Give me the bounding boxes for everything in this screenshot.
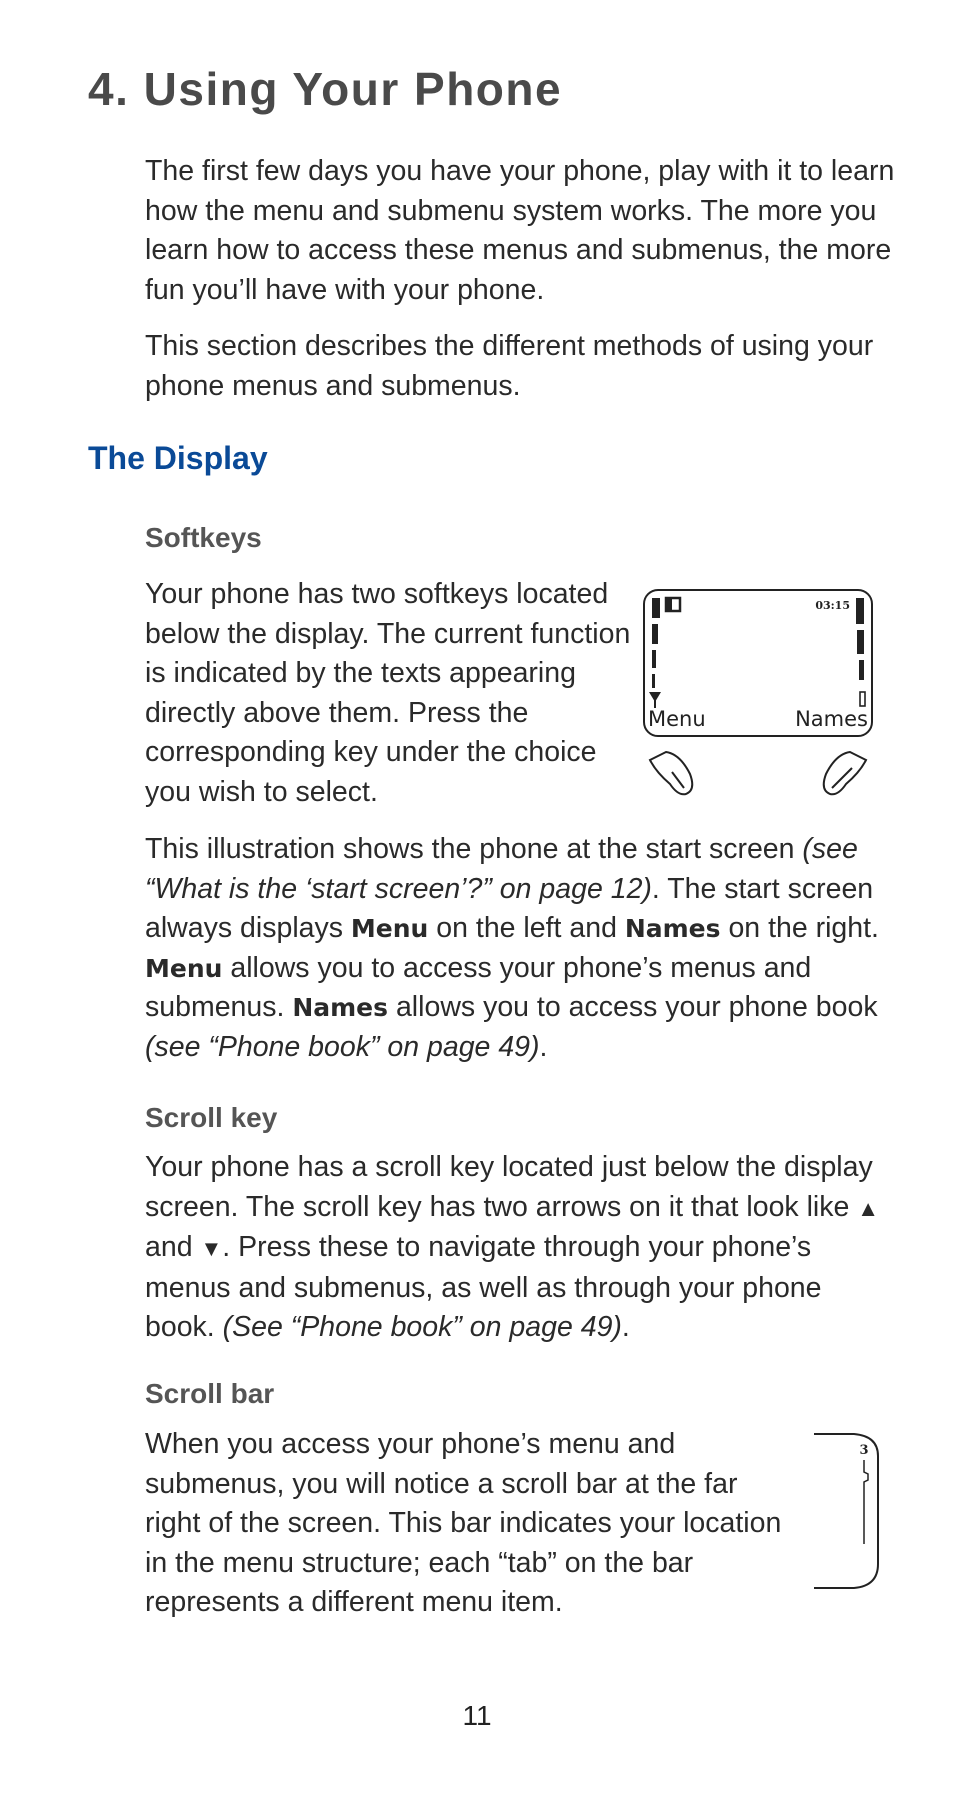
softkeys-paragraph: Your phone has two softkeys located below the display. The current function is indicated by the texts appearing directly above them. Press the corresponding key under the choice you wish to select. xyxy=(145,578,631,808)
scroll-bar-track xyxy=(864,1460,868,1544)
scroll-bar-illustration xyxy=(810,1432,880,1592)
battery-level-bar xyxy=(856,598,865,706)
names-keyword: Names xyxy=(624,914,721,943)
scroll-key-paragraph: Your phone has a scroll key located just below the display screen. The scroll key has two arrows on it that look like ▲ and ▼. Press these to navigate through your phone’s menus and submenus, as well as through your phone book. (See “Phone book” on page 49). xyxy=(145,1151,880,1343)
section-title-display: The Display xyxy=(88,440,268,476)
chapter-title: 4. Using Your Phone xyxy=(88,63,563,115)
start-screen-reference: (see “What is the ‘start screen’?” on page 12) xyxy=(145,833,858,905)
signal-strength-bar xyxy=(649,598,661,708)
scroll-key-heading: Scroll key xyxy=(145,1102,278,1133)
start-screen-paragraph: This illustration shows the phone at the start screen (see “What is the ‘start screen’?” on page 12). The start screen always displays Menu on the left and Names on the right. Menu allows you to access your phone’s menus and submenus. Names allows you to access your phone book (see “Phone book” on page 49). xyxy=(145,833,879,1063)
display-label-left: Menu xyxy=(648,707,706,731)
softkeys-heading: Softkeys xyxy=(145,522,262,553)
names-keyword: Names xyxy=(292,993,389,1022)
phone-display-illustration xyxy=(640,588,880,804)
right-softkey-icon xyxy=(824,752,866,794)
display-label-right: Names xyxy=(795,707,868,731)
page-number: 11 xyxy=(462,1700,492,1731)
intro-paragraph-2: This section describes the different methods of using your phone menus and submenus. xyxy=(145,330,874,402)
up-arrow-icon: ▲ xyxy=(857,1195,880,1221)
phone-book-reference: (see “Phone book” on page 49) xyxy=(145,1030,540,1063)
down-arrow-icon: ▼ xyxy=(200,1236,223,1261)
scroll-bar-heading: Scroll bar xyxy=(145,1378,275,1409)
intro-paragraph-1: The first few days you have your phone, play with it to learn how the menu and submenu system works. The more you learn how to access these menus and submenus, the more fun you’ll have with your phone. xyxy=(145,155,895,306)
network-indicator-icon xyxy=(666,598,680,611)
phone-book-reference: (See “Phone book” on page 49) xyxy=(222,1311,622,1343)
left-softkey-icon xyxy=(650,752,692,794)
scroll-bar-paragraph: When you access your phone’s menu and submenus, you will notice a scroll bar at the far right of the screen. This bar indicates your location in the menu structure; each “tab” on the bar represents a different menu item. xyxy=(145,1428,782,1618)
display-clock: 03:15 xyxy=(815,599,850,612)
menu-keyword: Menu xyxy=(350,914,429,943)
scroll-bar-number: 3 xyxy=(859,1443,869,1458)
menu-keyword: Menu xyxy=(145,953,223,983)
